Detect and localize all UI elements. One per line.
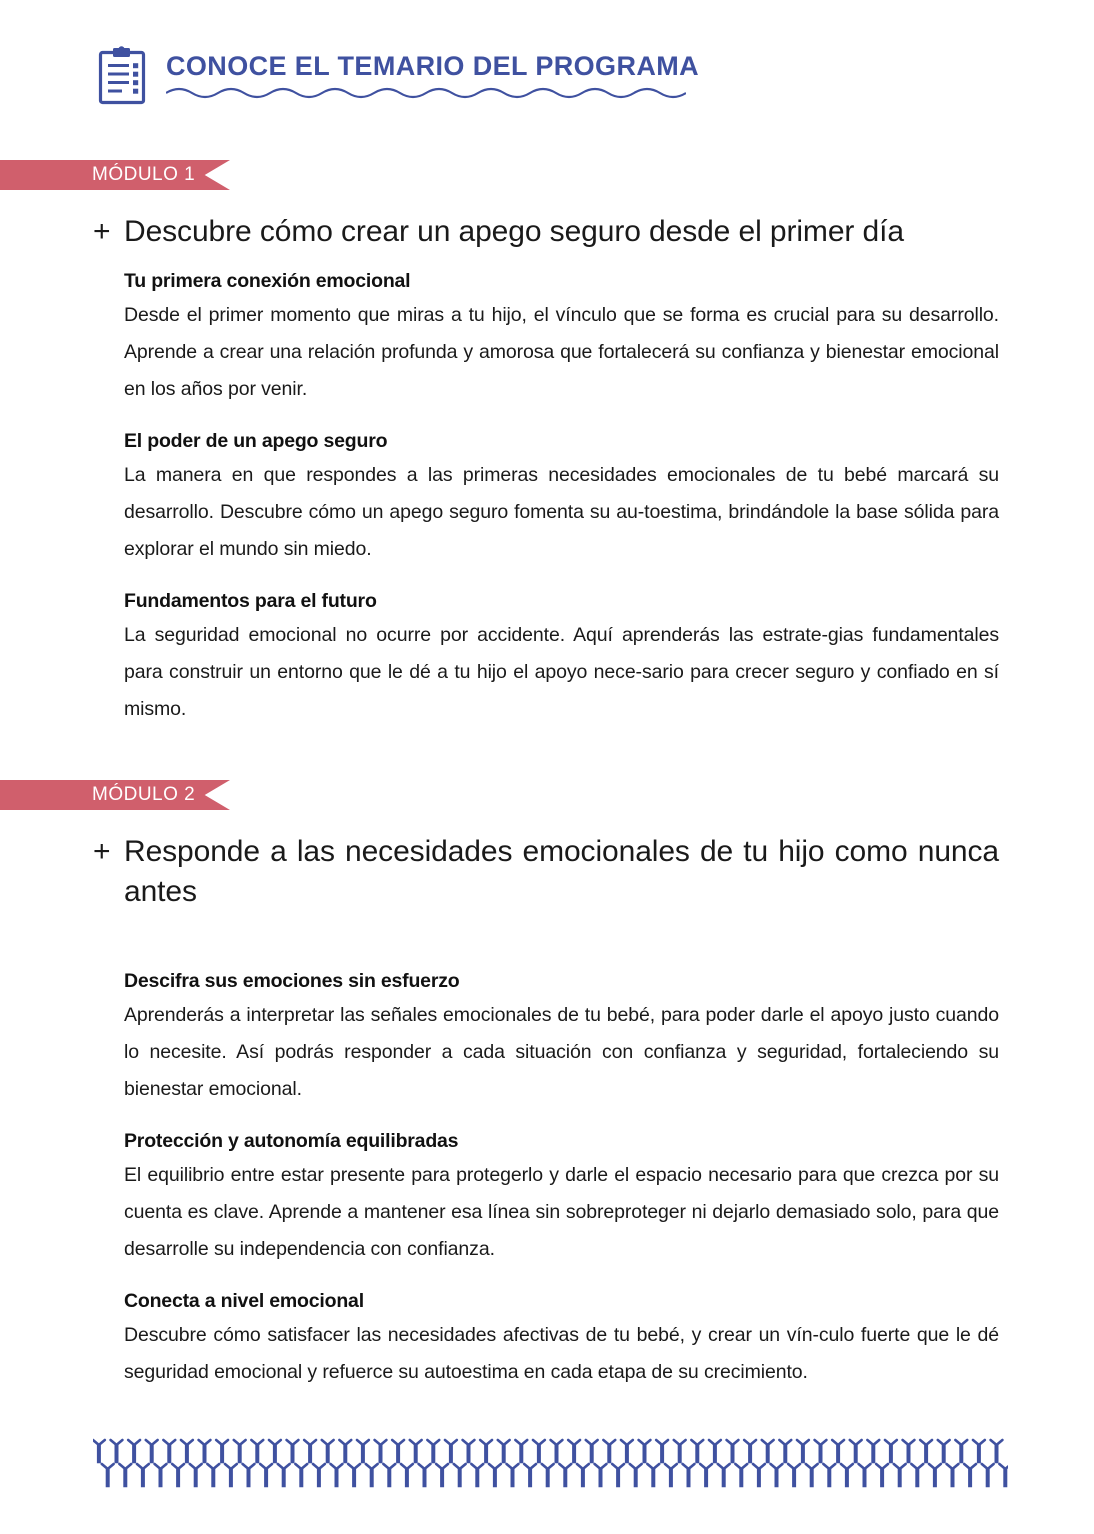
module-2-title: Responde a las necesidades emocionales de tu hijo como nunca antes [124, 835, 999, 908]
section-body: Descubre cómo satisfacer las necesidades afectivas de tu bebé, y crear un vín-culo fuerte que le dé seguridad emocional y refuerce su autoestima en cada etapa de su crecimiento. [124, 1324, 999, 1383]
module-2-label: MÓDULO 2 [92, 784, 196, 805]
module-1 [0, 160, 1094, 728]
page-title: CONOCE EL TEMARIO DEL PROGRAMA [166, 50, 700, 81]
module-1-title-row[interactable] [0, 190, 1094, 252]
wavy-underline-icon [166, 84, 686, 100]
section-heading: Fundamentos para el futuro [124, 590, 377, 612]
module-spacer [0, 728, 1094, 780]
section-body: La manera en que respondes a las primeras necesidades emocionales de tu bebé marcará su desarrollo. Descubre cómo un apego seguro fomenta su au-toestima, brindándole la base sólida para explorar el mundo sin miedo. [124, 464, 999, 560]
section-heading: Descifra sus emociones sin esfuerzo [124, 970, 460, 992]
module-2-sections [0, 970, 1094, 1391]
module-1-title: Descubre cómo crear un apego seguro desde el primer día [124, 215, 904, 248]
footer-row-top [93, 1440, 1002, 1462]
section-heading: Tu primera conexión emocional [124, 270, 411, 292]
module-2 [0, 780, 1094, 1391]
section-body: El equilibrio entre estar presente para protegerlo y darle el espacio necesario para que crezca por su cuenta es clave. Aprende a mantener esa línea sin sobreproteger ni dejarlo demasiado solo, para que desarrolle su independencia con confianza. [124, 1164, 999, 1260]
footer-row-bottom [102, 1464, 1008, 1486]
section-heading: Conecta a nivel emocional [124, 1290, 364, 1312]
module-1-ribbon [0, 160, 1094, 190]
section-body: Aprenderás a interpretar las señales emocionales de tu bebé, para poder darle el apoyo justo cuando lo necesite. Así podrás responder a cada situación con confianza y seguridad, fortaleciendo su bienestar emocional. [124, 1004, 999, 1100]
expand-plus-icon[interactable]: + [93, 215, 111, 248]
module-1-label: MÓDULO 1 [92, 164, 196, 185]
section-body: Desde el primer momento que miras a tu hijo, el vínculo que se forma es crucial para su desarrollo. Aprende a crear una relación profunda y amorosa que fortalecerá su confianza y bienestar emocional en los años por venir. [124, 304, 999, 400]
expand-plus-icon[interactable]: + [93, 835, 111, 868]
page-header [0, 0, 1094, 100]
section-heading: Protección y autonomía equilibradas [124, 1130, 459, 1152]
footer-ornament [93, 1438, 1008, 1494]
module-2-ribbon [0, 780, 1094, 810]
module-2-title-row[interactable] [0, 810, 1094, 952]
section-heading: El poder de un apego seguro [124, 430, 388, 452]
module-1-sections [0, 270, 1094, 728]
clipboard-icon [98, 45, 150, 107]
section-body: La seguridad emocional no ocurre por accidente. Aquí aprenderás las estrate-gias fundamentales para construir un entorno que le dé a tu hijo el apoyo nece-sario para crecer seguro y confiado en sí mismo. [124, 624, 999, 720]
